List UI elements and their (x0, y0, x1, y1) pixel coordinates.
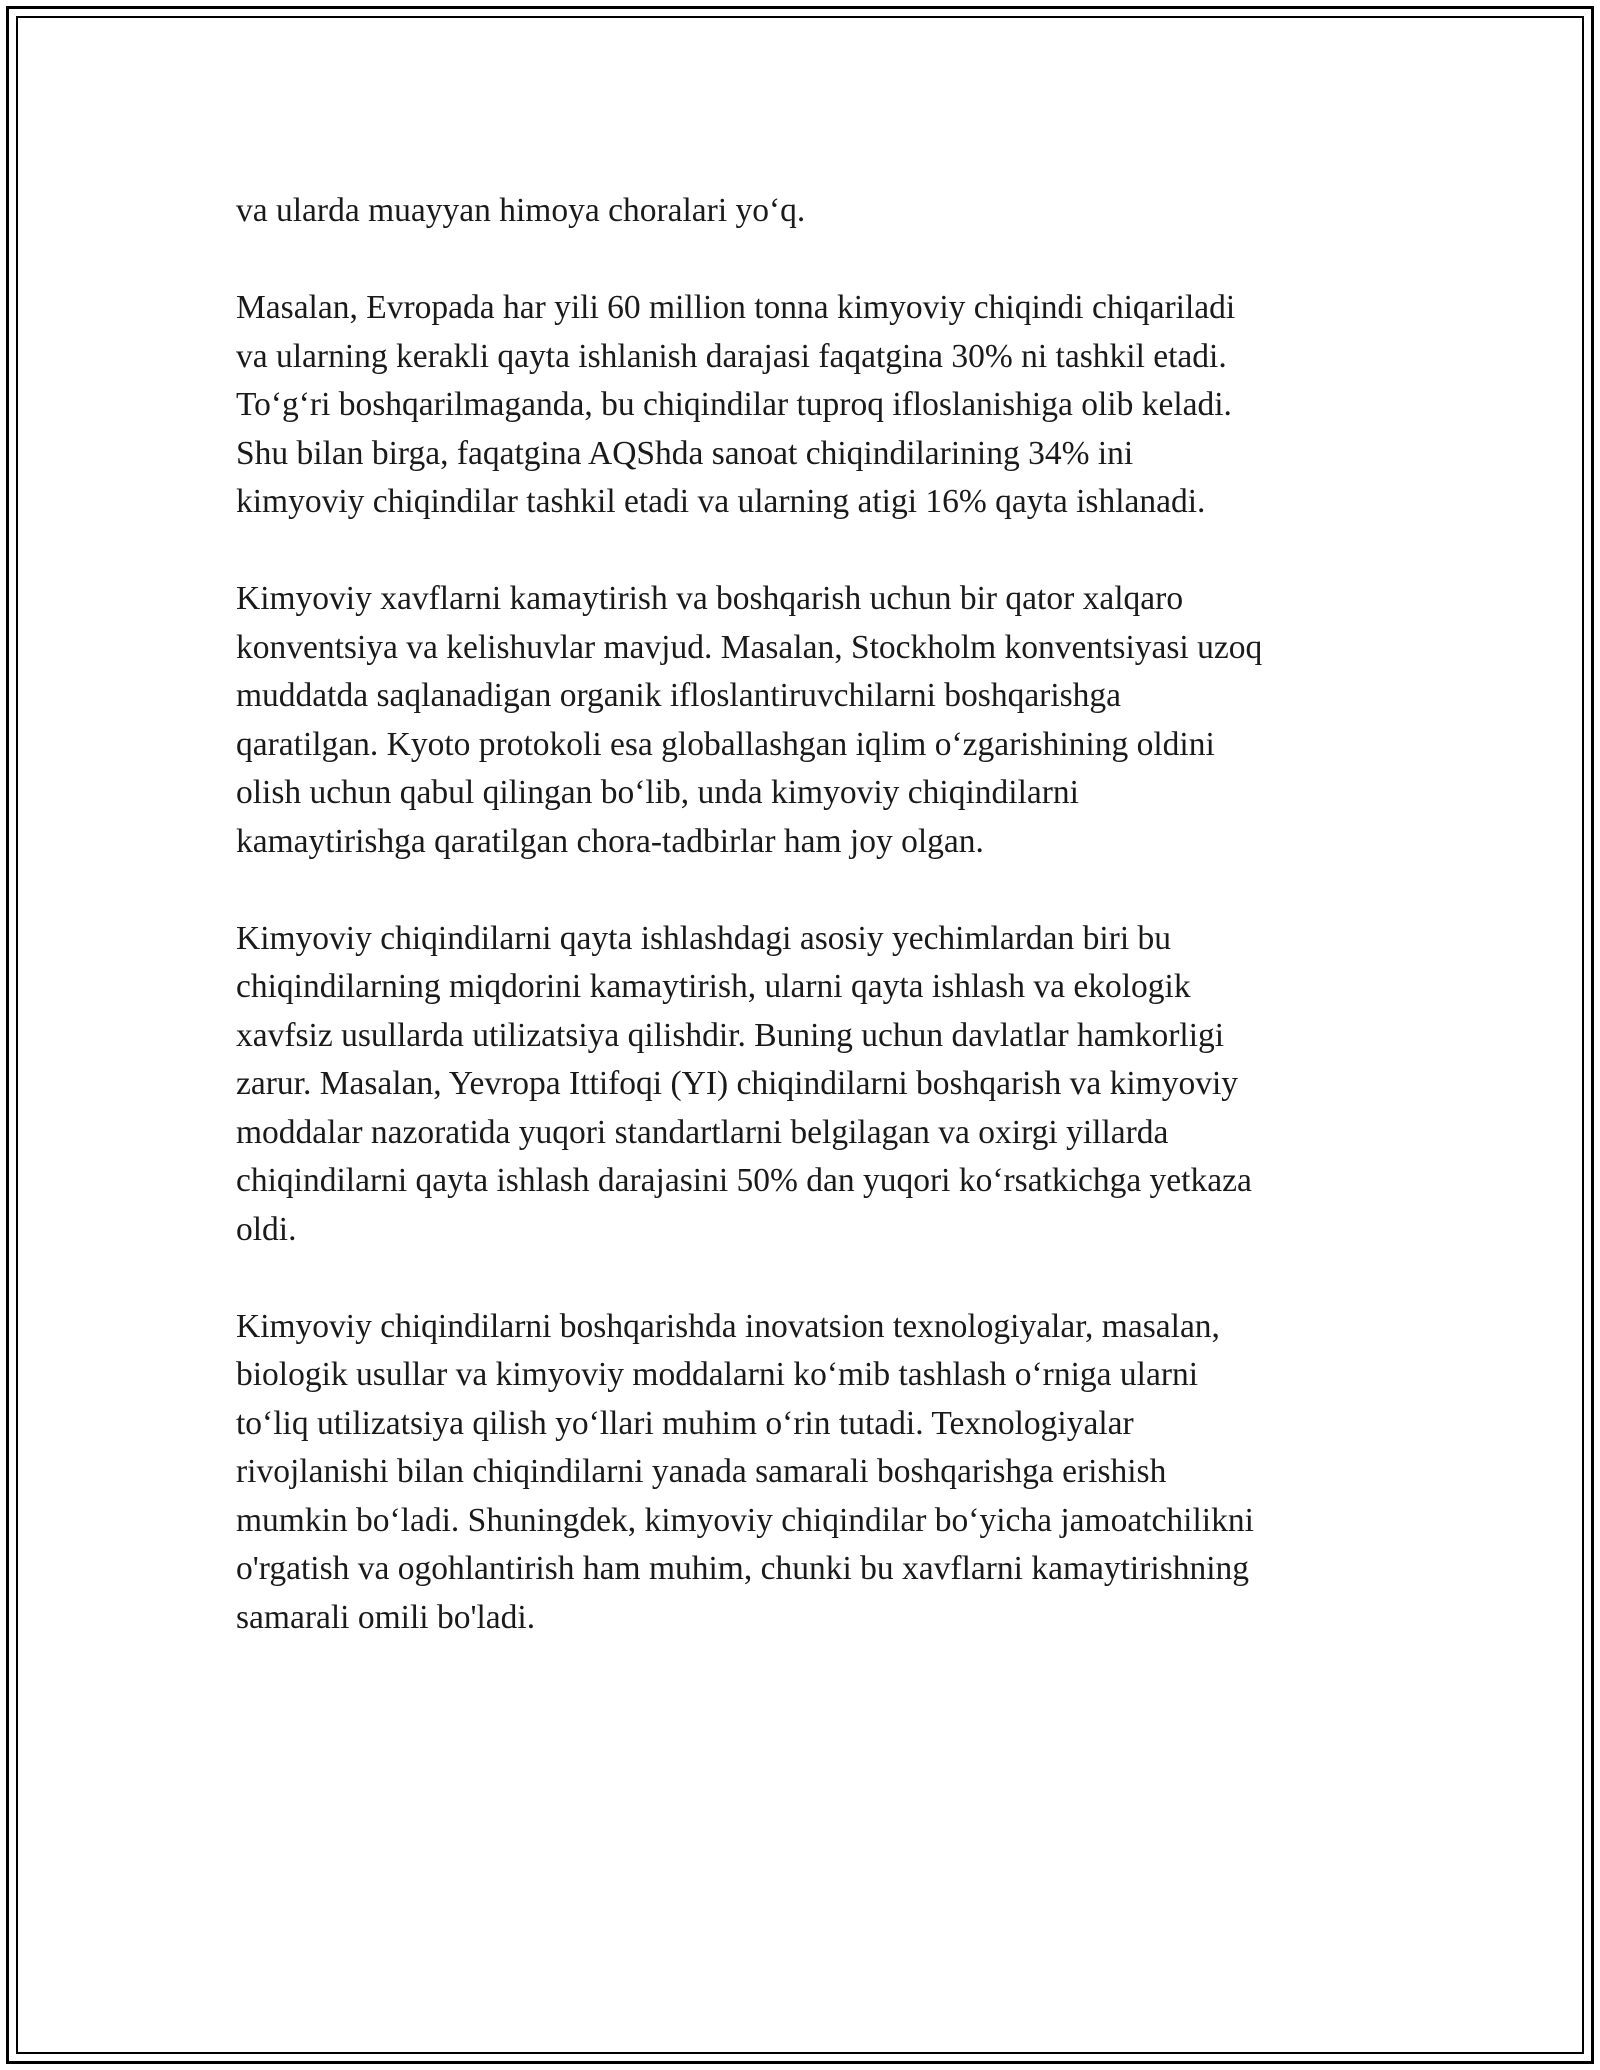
paragraph-2: Masalan, Evropada har yili 60 million tonna kimyoviy chiqindi chiqariladi va ularning kerakli qayta ishlanish darajasi faqatgina 30% ni tashkil etadi. To‘g‘ri boshqarilmaganda, bu chiqindilar tuproq ifloslanishiga olib keladi. Shu bilan birga, faqatgina AQShda sanoat chiqindilarining 34% ini kimyoviy chiqindilar tashkil etadi va ularning atigi 16% qayta ishlanadi. (236, 289, 1236, 520)
paragraph-1: va ularda muayyan himoya choralari yo‘q. (236, 192, 806, 229)
paragraph-4: Kimyoviy chiqindilarni qayta ishlashdagi asosiy yechimlardan biri bu chiqindilarning miqdorini kamaytirish, ularni qayta ishlash va ekologik xavfsiz usullarda utilizatsiya qilishdir. Buning uchun davlatlar hamkorligi zarur. Masalan, Yevropa Ittifoqi (YI) chiqindilarni boshqarish va kimyoviy moddalar nazoratida yuqori standartlarni belgilagan va oxirgi yillarda chiqindilarni qayta ishlash darajasini 50% dan yuqori ko‘rsatkichga yetkaza oldi. (236, 919, 1252, 1248)
document-body (236, 187, 1386, 1691)
paragraph-5: Kimyoviy chiqindilarni boshqarishda inovatsion texnologiyalar, masalan, biologik usullar va kimyoviy moddalarni ko‘mib tashlash o‘rniga ularni to‘liq utilizatsiya qilish yo‘llari muhim o‘rin tutadi. Texnologiyalar rivojlanishi bilan chiqindilarni yanada samarali boshqarishga erishish mumkin bo‘ladi. Shuningdek, kimyoviy chiqindilar bo‘yicha jamoatchilikni o'rgatish va ogohlantirish ham muhim, chunki bu xavflarni kamaytirishning samarali omili bo'ladi. (236, 1307, 1254, 1636)
paragraph-3: Kimyoviy xavflarni kamaytirish va boshqarish uchun bir qator xalqaro konventsiya va kelishuvlar mavjud. Masalan, Stockholm konventsiyasi uzoq muddatda saqlanadigan organik ifloslantiruvchilarni boshqarishga qaratilgan. Kyoto protokoli esa globallashgan iqlim o‘zgarishining oldini olish uchun qabul qilingan bo‘lib, unda kimyoviy chiqindilarni kamaytirishga qaratilgan chora-tadbirlar ham joy olgan. (236, 580, 1263, 860)
